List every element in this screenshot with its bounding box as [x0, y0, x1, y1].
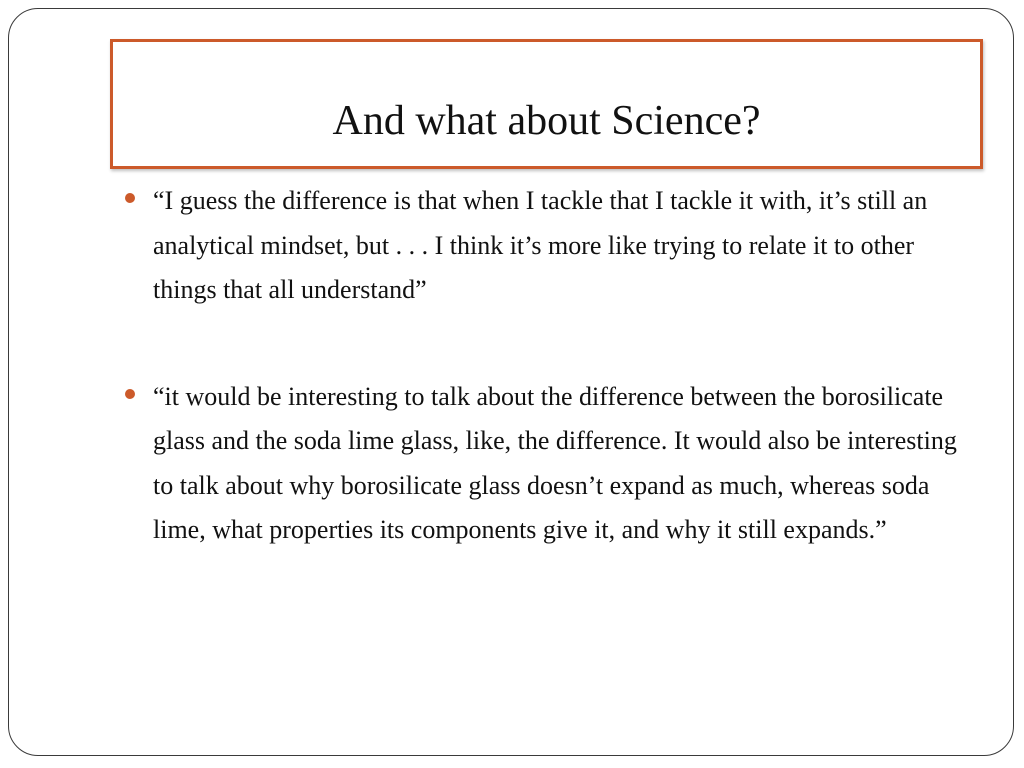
bullet-text: “I guess the difference is that when I tackle that I tackle it with, it’s still an analytical mindset, but . . . I think it’s more like trying to relate it to other things that all understand”: [153, 186, 928, 304]
bullet-item: [122, 179, 982, 313]
slide-title: And what about Science?: [332, 98, 761, 144]
bullet-dot-icon: [125, 193, 135, 203]
bullet-list: [122, 179, 982, 553]
title-box: [110, 39, 983, 169]
slide-frame: [8, 8, 1014, 756]
bullet-dot-icon: [125, 389, 135, 399]
bullet-item: [122, 375, 982, 553]
bullet-text: “it would be interesting to talk about the difference between the borosilicate glass and the soda lime glass, like, the difference. It would also be interesting to talk about why borosilicate glass doesn’t expand as much, whereas soda lime, what properties its components give it, and why it still expands.”: [153, 381, 957, 544]
